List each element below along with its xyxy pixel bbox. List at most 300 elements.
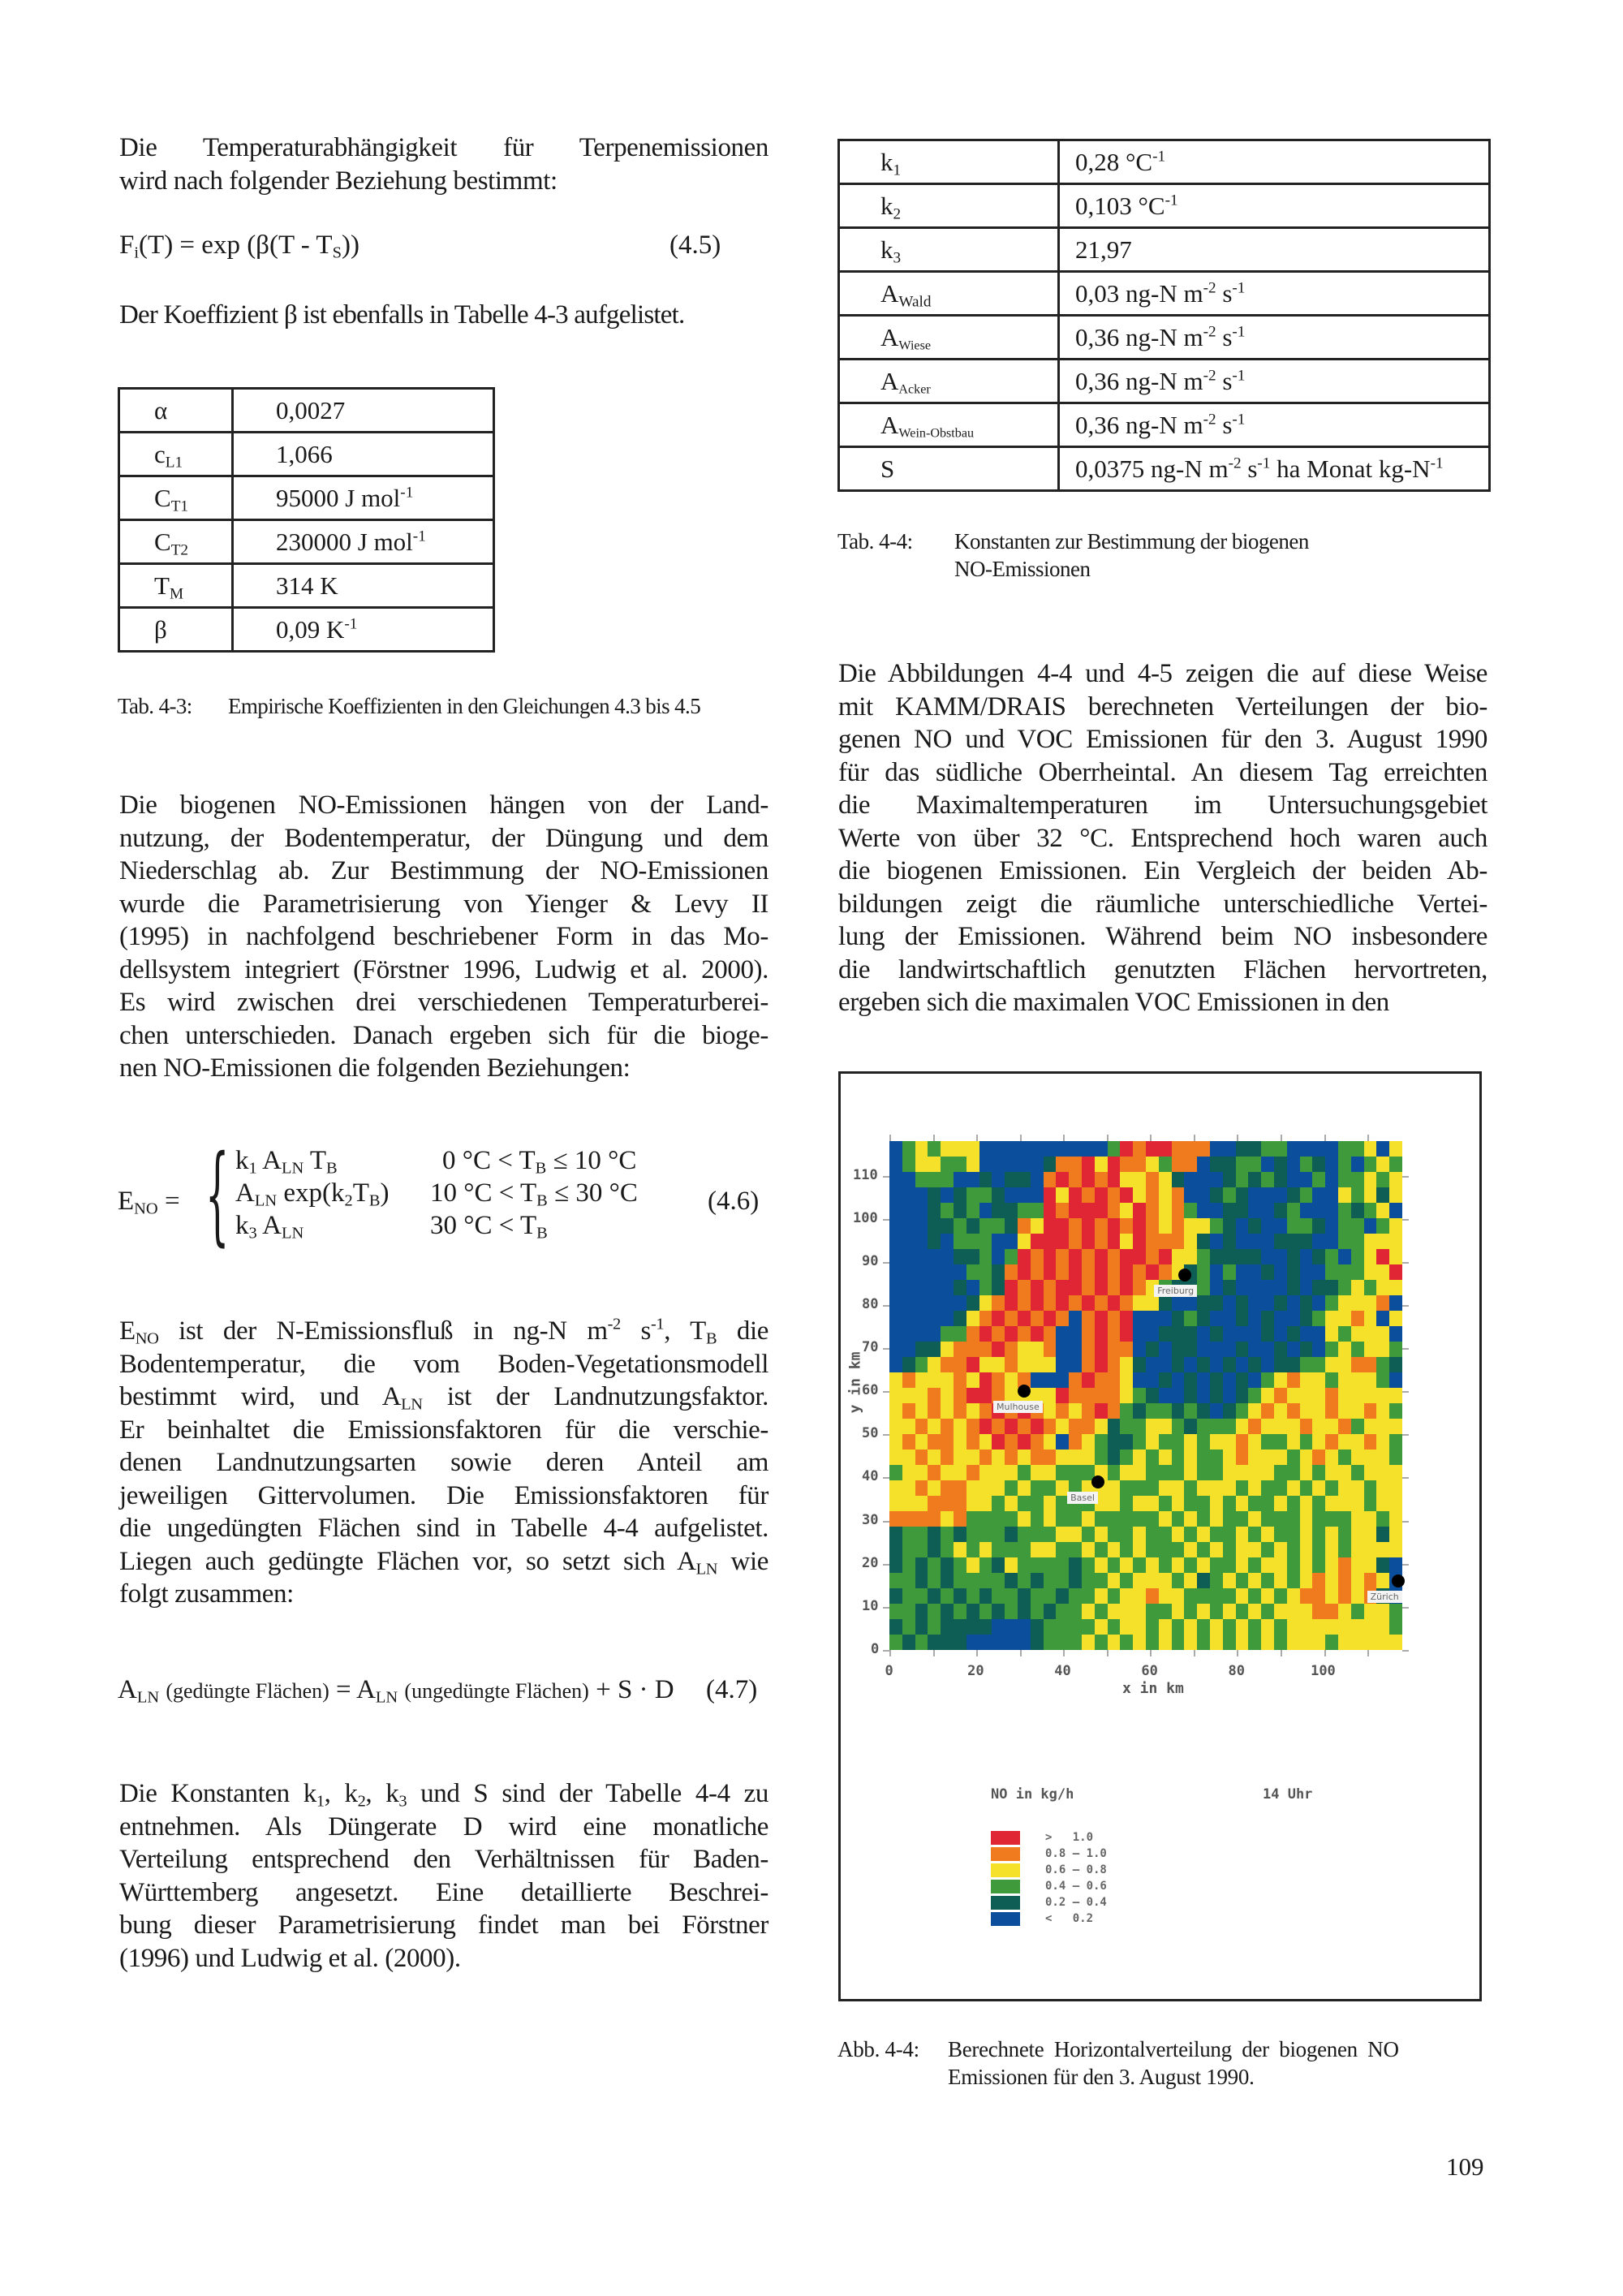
heatmap-cell <box>1044 1619 1057 1635</box>
heatmap-cell <box>1184 1434 1197 1450</box>
heatmap-cell <box>1172 1249 1185 1264</box>
heatmap-cell <box>928 1203 941 1218</box>
heatmap-cell <box>1108 1280 1121 1295</box>
heatmap-cell <box>1082 1295 1095 1311</box>
heatmap-cell <box>1082 1234 1095 1249</box>
heatmap-cell <box>966 1588 979 1604</box>
heatmap-cell <box>1274 1234 1287 1249</box>
heatmap-cell <box>992 1311 1005 1326</box>
heatmap-cell <box>1261 1264 1274 1280</box>
heatmap-cell <box>1261 1496 1274 1511</box>
heatmap-cell <box>941 1234 954 1249</box>
heatmap-cell <box>1236 1496 1249 1511</box>
heatmap-cell <box>1300 1234 1313 1249</box>
heatmap-cell <box>1082 1573 1095 1588</box>
heatmap-cell <box>1197 1557 1210 1573</box>
heatmap-cell <box>1082 1172 1095 1187</box>
x-tick <box>1324 1135 1326 1141</box>
heatmap-cell <box>1261 1527 1274 1542</box>
y-tick <box>1402 1391 1409 1393</box>
heatmap-cell <box>1364 1635 1377 1650</box>
heatmap-cell <box>1261 1511 1274 1527</box>
heatmap-cell <box>1120 1203 1133 1218</box>
case-expression: $k_1$ $A_{LN}$ $T_B$ <box>235 1146 338 1178</box>
heatmap-cell <box>1172 1496 1185 1511</box>
heatmap-cell <box>1082 1542 1095 1557</box>
heatmap-cell <box>954 1218 966 1234</box>
heatmap-cell <box>1133 1604 1146 1619</box>
city-label: Basel <box>1067 1492 1098 1504</box>
heatmap-cell <box>1146 1450 1159 1465</box>
heatmap-cell <box>1338 1249 1351 1264</box>
heatmap-cell <box>1312 1527 1325 1542</box>
heatmap-cell <box>1133 1542 1146 1557</box>
heatmap-cell <box>1172 1295 1185 1311</box>
heatmap-cell <box>1261 1372 1274 1388</box>
symbol-cell: $A_{Acker}$ <box>839 360 1059 403</box>
case-condition: 0 $^\circ C < T_B \le 10$ °C <box>442 1146 637 1178</box>
heatmap-cell <box>928 1588 941 1604</box>
heatmap-cell <box>941 1388 954 1403</box>
text-line: dellsystem integriert (Förstner 1996, Ludwig et al. 2000). <box>119 954 768 984</box>
heatmap-cell <box>928 1527 941 1542</box>
heatmap-cell <box>889 1465 902 1480</box>
heatmap-cell <box>1325 1141 1338 1157</box>
heatmap-cell <box>1120 1218 1133 1234</box>
heatmap-cell <box>1287 1542 1300 1557</box>
heatmap-cell <box>1338 1588 1351 1604</box>
heatmap-cell <box>1274 1249 1287 1264</box>
heatmap-cell <box>1159 1573 1172 1588</box>
heatmap-cell <box>1338 1496 1351 1511</box>
heatmap-cell <box>1005 1141 1018 1157</box>
heatmap-cell <box>1312 1496 1325 1511</box>
heatmap-cell <box>1056 1249 1069 1264</box>
heatmap-cell <box>1172 1388 1185 1403</box>
heatmap-cell <box>954 1157 966 1172</box>
heatmap-cell <box>1261 1542 1274 1557</box>
heatmap-cell <box>1236 1264 1249 1280</box>
heatmap-cell <box>1082 1157 1095 1172</box>
heatmap-cell <box>1120 1573 1133 1588</box>
heatmap-cell <box>1005 1264 1018 1280</box>
heatmap-cell <box>1325 1419 1338 1434</box>
heatmap-cell <box>915 1527 928 1542</box>
heatmap-cell <box>1005 1234 1018 1249</box>
heatmap-cell <box>1376 1264 1389 1280</box>
heatmap-cell <box>1312 1172 1325 1187</box>
heatmap-cell <box>1325 1388 1338 1403</box>
heatmap-cell <box>966 1234 979 1249</box>
heatmap-cell <box>941 1527 954 1542</box>
heatmap-cell <box>1082 1557 1095 1573</box>
heatmap-cell <box>1351 1465 1364 1480</box>
equation-4-6 <box>118 1132 767 1260</box>
heatmap-cell <box>1389 1465 1402 1480</box>
symbol-cell: $A_{Wald}$ <box>839 272 1059 316</box>
heatmap-cell <box>1261 1342 1274 1357</box>
heatmap-cell <box>992 1264 1005 1280</box>
heatmap-cell <box>1261 1218 1274 1234</box>
text-line: wurde die Parametrisierung von Yienger & Levy II <box>119 889 768 919</box>
heatmap-cell <box>992 1234 1005 1249</box>
legend-swatch <box>991 1831 1020 1845</box>
value-cell: 95000 J mol$^{-1}$ <box>233 476 494 520</box>
heatmap-cell <box>1044 1511 1057 1527</box>
heatmap-cell <box>1287 1573 1300 1588</box>
heatmap-cell <box>1172 1172 1185 1187</box>
heatmap-cell <box>992 1542 1005 1557</box>
heatmap-cell <box>1044 1588 1057 1604</box>
heatmap-cell <box>1236 1342 1249 1357</box>
heatmap-cell <box>1184 1403 1197 1419</box>
no-emission-paragraph <box>119 789 768 1085</box>
heatmap-cell <box>1236 1465 1249 1480</box>
text-line: ergeben sich die maximalen VOC Emissionen in den <box>838 988 1389 1017</box>
heatmap-cell <box>1095 1403 1108 1419</box>
heatmap-cell <box>1095 1542 1108 1557</box>
heatmap-cell <box>1044 1187 1057 1203</box>
heatmap-cell <box>954 1172 966 1187</box>
heatmap-cell <box>902 1357 915 1372</box>
heatmap-cell <box>1325 1295 1338 1311</box>
heatmap-cell <box>1210 1141 1223 1157</box>
legend-label: 0.4 – 0.6 <box>1045 1880 1107 1893</box>
heatmap-cell <box>1210 1635 1223 1650</box>
heatmap-cell <box>1031 1249 1044 1264</box>
heatmap-cell <box>1274 1280 1287 1295</box>
heatmap-cell <box>915 1264 928 1280</box>
heatmap-cell <box>1108 1203 1121 1218</box>
heatmap-cell <box>1287 1511 1300 1527</box>
heatmap-cell <box>1261 1172 1274 1187</box>
heatmap-cell <box>941 1635 954 1650</box>
heatmap-cell <box>1172 1542 1185 1557</box>
heatmap-cell <box>1389 1557 1402 1573</box>
heatmap-cell <box>1069 1604 1082 1619</box>
heatmap-cell <box>1236 1295 1249 1311</box>
heatmap-cell <box>1069 1465 1082 1480</box>
heatmap-cell <box>902 1234 915 1249</box>
heatmap-cell <box>928 1573 941 1588</box>
heatmap-cell <box>1184 1619 1197 1635</box>
heatmap-cell <box>1108 1218 1121 1234</box>
y-tick <box>1402 1262 1409 1264</box>
heatmap-cell <box>1082 1372 1095 1388</box>
heatmap-cell <box>1184 1588 1197 1604</box>
heatmap-cell <box>1223 1311 1236 1326</box>
heatmap-cell <box>1364 1234 1377 1249</box>
heatmap-cell <box>1210 1234 1223 1249</box>
text-line: genen NO und VOC Emissionen für den 3. August 1990 <box>838 725 1487 754</box>
heatmap-cell <box>1300 1434 1313 1450</box>
table-4-4-caption <box>837 528 1309 583</box>
heatmap-cell <box>966 1542 979 1557</box>
heatmap-cell <box>1197 1172 1210 1187</box>
heatmap-cell <box>1312 1480 1325 1496</box>
heatmap-cell <box>954 1264 966 1280</box>
heatmap-cell <box>1031 1450 1044 1465</box>
heatmap-cell <box>1172 1419 1185 1434</box>
heatmap-cell <box>1018 1342 1031 1357</box>
heatmap-cell <box>1236 1372 1249 1388</box>
heatmap-cell <box>941 1450 954 1465</box>
heatmap-cell <box>1120 1234 1133 1249</box>
heatmap-cell <box>979 1557 992 1573</box>
heatmap-cell <box>1018 1542 1031 1557</box>
heatmap-cell <box>1300 1604 1313 1619</box>
heatmap-cell <box>1069 1542 1082 1557</box>
heatmap-cell <box>1197 1403 1210 1419</box>
heatmap-cell <box>1236 1234 1249 1249</box>
text-line: Bodentemperatur, die vom Boden-Vegetationsmodell <box>119 1349 768 1379</box>
heatmap-cell <box>1351 1527 1364 1542</box>
heatmap-cell <box>1082 1527 1095 1542</box>
heatmap-cell <box>1184 1573 1197 1588</box>
heatmap-cell <box>902 1480 915 1496</box>
heatmap-cell <box>1120 1249 1133 1264</box>
heatmap-cell <box>1210 1527 1223 1542</box>
heatmap-cell <box>979 1619 992 1635</box>
heatmap-cell <box>1108 1527 1121 1542</box>
heatmap-cell <box>1056 1280 1069 1295</box>
heatmap-cell <box>1069 1527 1082 1542</box>
heatmap-cell <box>941 1480 954 1496</box>
heatmap-cell <box>928 1249 941 1264</box>
heatmap-cell <box>941 1465 954 1480</box>
legend-label: > 1.0 <box>1045 1831 1094 1844</box>
heatmap-cell <box>1300 1419 1313 1434</box>
heatmap-cell <box>1018 1249 1031 1264</box>
heatmap-cell <box>1210 1218 1223 1234</box>
heatmap-cell <box>1210 1450 1223 1465</box>
caption-text: Empirische Koeffizienten in den Gleichungen 4.3 bis 4.5 <box>228 694 701 718</box>
heatmap-cell <box>1364 1295 1377 1311</box>
legend-label: < 0.2 <box>1045 1912 1094 1925</box>
heatmap-cell <box>1287 1234 1300 1249</box>
heatmap-cell <box>1120 1496 1133 1511</box>
heatmap-cell <box>1056 1542 1069 1557</box>
heatmap-cell <box>1338 1480 1351 1496</box>
heatmap-cell <box>1376 1619 1389 1635</box>
figure-4-4-caption <box>837 2035 1399 2091</box>
heatmap-cell <box>966 1264 979 1280</box>
heatmap-cell <box>1274 1496 1287 1511</box>
heatmap-cell <box>1031 1527 1044 1542</box>
heatmap-cell <box>1223 1496 1236 1511</box>
heatmap-cell <box>902 1511 915 1527</box>
heatmap-cell <box>1172 1465 1185 1480</box>
heatmap-cell <box>1018 1234 1031 1249</box>
heatmap-cell <box>1210 1372 1223 1388</box>
heatmap-cell <box>1146 1635 1159 1650</box>
y-tick-label: 80 <box>862 1295 879 1312</box>
symbol-cell: $k_3$ <box>839 228 1059 272</box>
page-number: 109 <box>1446 2152 1484 2181</box>
text-line: bestimmt wird, und $A_{LN}$ ist der Landnutzungsfaktor. <box>119 1382 768 1414</box>
heatmap-cell <box>915 1218 928 1234</box>
heatmap-cell <box>1389 1141 1402 1157</box>
equation-number: (4.5) <box>669 230 721 260</box>
heatmap-cell <box>1210 1264 1223 1280</box>
heatmap-cell <box>1248 1434 1261 1450</box>
heatmap-cell <box>1031 1311 1044 1326</box>
heatmap-cell <box>954 1527 966 1542</box>
heatmap-cell <box>1133 1326 1146 1342</box>
heatmap-cell <box>928 1619 941 1635</box>
heatmap-cell <box>1197 1280 1210 1295</box>
heatmap-cell <box>1223 1465 1236 1480</box>
y-tick <box>883 1176 889 1178</box>
heatmap-cell <box>1325 1403 1338 1419</box>
heatmap-cell <box>1338 1434 1351 1450</box>
heatmap-cell <box>979 1542 992 1557</box>
text-line: die ungedüngten Flächen sind in Tabelle 4-4 aufgelistet. <box>119 1514 768 1543</box>
heatmap-cell <box>1312 1249 1325 1264</box>
heatmap-cell <box>1056 1203 1069 1218</box>
city-marker-icon <box>1091 1475 1104 1488</box>
text-line: bildungen zeigt die räumliche unterschiedliche Vertei- <box>838 889 1487 919</box>
heatmap-cell <box>1376 1203 1389 1218</box>
heatmap-cell <box>1389 1480 1402 1496</box>
caption-text-line: Konstanten zur Bestimmung der biogenen <box>954 529 1309 554</box>
heatmap-cell <box>1159 1542 1172 1557</box>
heatmap-cell <box>1197 1295 1210 1311</box>
heatmap-cell <box>954 1480 966 1496</box>
heatmap-cell <box>1351 1342 1364 1357</box>
heatmap-cell <box>1044 1557 1057 1573</box>
value-cell: 0,28 $^\circ C^{-1}$ <box>1059 140 1490 184</box>
heatmap-cell <box>1044 1465 1057 1480</box>
table-row <box>839 360 1490 403</box>
heatmap-cell <box>1018 1203 1031 1218</box>
text-line: folgt zusammen: <box>119 1579 294 1609</box>
heatmap-cell <box>1376 1465 1389 1480</box>
heatmap-cell <box>1159 1511 1172 1527</box>
heatmap-cell <box>1300 1157 1313 1172</box>
heatmap-cell <box>1351 1588 1364 1604</box>
heatmap-cell <box>954 1557 966 1573</box>
heatmap-cell <box>1236 1434 1249 1450</box>
heatmap-cell <box>1159 1264 1172 1280</box>
heatmap-cell <box>902 1619 915 1635</box>
heatmap-cell <box>1184 1249 1197 1264</box>
heatmap-cell <box>1018 1326 1031 1342</box>
table-4-3-caption <box>118 692 700 720</box>
heatmap-cell <box>1082 1141 1095 1157</box>
heatmap-cell <box>979 1527 992 1542</box>
heatmap-cell <box>1082 1187 1095 1203</box>
heatmap-cell <box>915 1403 928 1419</box>
heatmap-cell <box>1300 1403 1313 1419</box>
heatmap-cell <box>1069 1311 1082 1326</box>
heatmap-cell <box>1044 1450 1057 1465</box>
heatmap-cell <box>928 1372 941 1388</box>
constants-paragraph <box>119 1777 768 1975</box>
heatmap-cell <box>1056 1388 1069 1403</box>
heatmap-cell <box>1338 1635 1351 1650</box>
heatmap-cell <box>1274 1419 1287 1434</box>
heatmap-cell <box>941 1280 954 1295</box>
heatmap-cell <box>1223 1434 1236 1450</box>
heatmap-cell <box>1376 1403 1389 1419</box>
heatmap-cell <box>992 1588 1005 1604</box>
heatmap-cell <box>1312 1619 1325 1635</box>
heatmap-cell <box>954 1434 966 1450</box>
heatmap-cell <box>1184 1157 1197 1172</box>
heatmap-cell <box>1082 1511 1095 1527</box>
x-tick <box>1194 1650 1195 1656</box>
heatmap-cell <box>1197 1311 1210 1326</box>
symbol-cell: $k_1$ <box>839 140 1059 184</box>
heatmap-cell <box>1159 1372 1172 1388</box>
heatmap-cell <box>1389 1388 1402 1403</box>
heatmap-cell <box>1389 1342 1402 1357</box>
heatmap-cell <box>992 1557 1005 1573</box>
x-tick <box>1063 1135 1065 1141</box>
heatmap-cell <box>1146 1249 1159 1264</box>
heatmap-cell <box>1389 1280 1402 1295</box>
heatmap-cell <box>1159 1527 1172 1542</box>
heatmap-cell <box>1082 1357 1095 1372</box>
heatmap-cell <box>954 1234 966 1249</box>
heatmap-cell <box>941 1557 954 1573</box>
heatmap-cell <box>1210 1172 1223 1187</box>
abbildungen-paragraph <box>838 657 1487 1019</box>
heatmap-cell <box>1120 1388 1133 1403</box>
heatmap-cell <box>1056 1357 1069 1372</box>
intro-paragraph <box>119 131 768 197</box>
heatmap-cell <box>1223 1511 1236 1527</box>
heatmap-cell <box>1172 1342 1185 1357</box>
symbol-cell: $T_M$ <box>119 564 233 608</box>
heatmap-cell <box>889 1573 902 1588</box>
heatmap-cell <box>1018 1635 1031 1650</box>
y-tick <box>883 1564 889 1566</box>
case-expression: $k_3$ $A_{LN}$ <box>235 1211 304 1243</box>
heatmap-cell <box>1364 1527 1377 1542</box>
heatmap-cell <box>1236 1588 1249 1604</box>
heatmap-cell <box>1312 1187 1325 1203</box>
heatmap-cell <box>1146 1557 1159 1573</box>
heatmap-cell <box>1146 1511 1159 1527</box>
heatmap-cell <box>1389 1264 1402 1280</box>
heatmap-cell <box>1325 1557 1338 1573</box>
heatmap-cell <box>1236 1388 1249 1403</box>
heatmap-cell <box>1031 1372 1044 1388</box>
heatmap-cell <box>1120 1465 1133 1480</box>
heatmap-cell <box>1108 1388 1121 1403</box>
heatmap-cell <box>1248 1635 1261 1650</box>
table-row <box>839 272 1490 316</box>
heatmap-cell <box>928 1403 941 1419</box>
heatmap-cell <box>915 1588 928 1604</box>
heatmap-cell <box>902 1635 915 1650</box>
heatmap-cell <box>1056 1218 1069 1234</box>
heatmap-cell <box>1133 1372 1146 1388</box>
heatmap-cell <box>1351 1326 1364 1342</box>
heatmap-cell <box>1248 1141 1261 1157</box>
heatmap-cell <box>1274 1388 1287 1403</box>
heatmap-cell <box>1018 1434 1031 1450</box>
heatmap-cell <box>941 1249 954 1264</box>
heatmap-cell <box>1274 1218 1287 1234</box>
heatmap-cell <box>1338 1542 1351 1557</box>
heatmap-cell <box>915 1388 928 1403</box>
heatmap-cell <box>1210 1326 1223 1342</box>
heatmap-cell <box>941 1511 954 1527</box>
heatmap-cell <box>1197 1635 1210 1650</box>
